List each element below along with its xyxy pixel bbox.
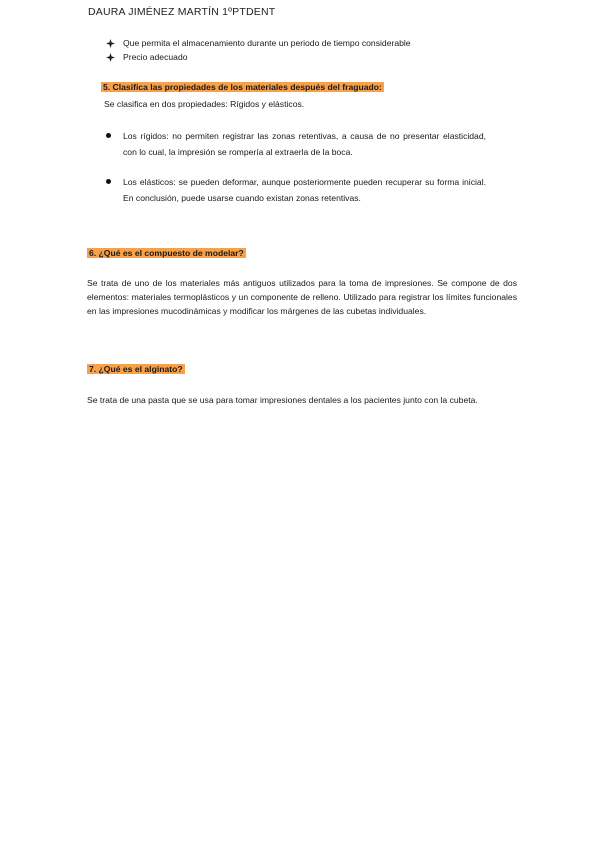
question-5-heading — [101, 80, 384, 94]
diamond-bullet-icon — [106, 36, 117, 50]
page-header: DAURA JIMÉNEZ MARTÍN 1ºPTDENT — [88, 6, 276, 18]
question-5-answer: Se clasifica en dos propiedades: Rígidos y elásticos. — [104, 99, 305, 109]
question-7-text: 7. ¿Qué es el alginato? — [89, 364, 183, 374]
list-item — [106, 50, 411, 64]
list-item — [106, 36, 411, 50]
bullet-dot-icon — [106, 179, 111, 184]
question-7-heading — [87, 362, 185, 376]
bullet-dot-icon — [106, 133, 111, 138]
list-item-text: Que permita el almacenamiento durante un periodo de tiempo considerable — [123, 38, 411, 48]
question-6-answer: Se trata de uno de los materiales más antiguos utilizados para la toma de impresiones. Se compone de dos elementos: materiales termoplásticos y un componente de relleno. Utilizado para registrar los límites funcionales en las impresiones mucodinámicas y modificar los márgenes de las cubetas individuales. — [87, 278, 517, 317]
bullet-text: Los elásticos: se pueden deformar, aunque posteriormente pueden recuperar su forma inicial. En conclusión, puede usarse cuando existan zonas retentivas. — [123, 177, 486, 203]
question-5-text: 5. Clasifica las propiedades de los materiales después del fraguado: — [103, 82, 382, 92]
list-item-text: Precio adecuado — [123, 52, 188, 62]
bullet-item-rigidos — [106, 128, 486, 160]
question-6-heading — [87, 246, 246, 260]
question-7-answer: Se trata de una pasta que se usa para tomar impresiones dentales a los pacientes junto con la cubeta. — [87, 395, 478, 405]
bullet-text: Los rígidos: no permiten registrar las zonas retentivas, a causa de no presentar elasticidad, con lo cual, la impresión se rompería al extraerla de la boca. — [123, 131, 486, 157]
diamond-bullet-icon — [106, 50, 117, 64]
question-6-text: 6. ¿Qué es el compuesto de modelar? — [89, 248, 244, 258]
diamond-list — [106, 36, 411, 64]
bullet-item-elasticos — [106, 174, 486, 206]
